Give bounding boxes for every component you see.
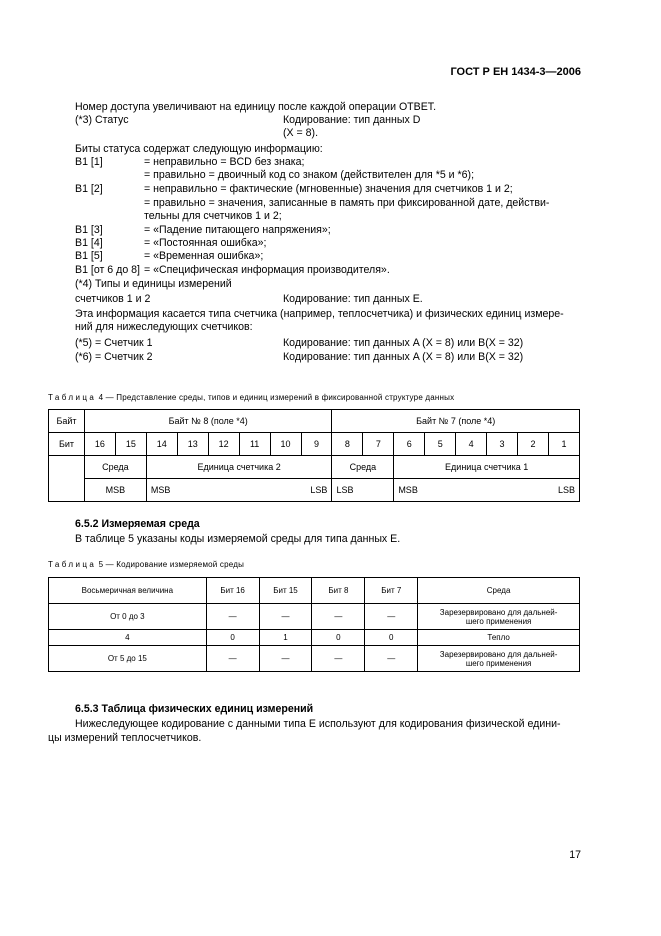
table-row — [49, 630, 580, 646]
media-value — [418, 604, 580, 630]
media-line-1: Зарезервировано для дальней- — [439, 607, 558, 617]
media-value: Тепло — [418, 630, 580, 646]
b1-1-b: = правильно = двоичный код со знаком (действителен для *5 и *6); — [144, 169, 475, 181]
media-value — [418, 646, 580, 672]
header-bit15: Бит 15 — [259, 578, 312, 604]
empty-cell — [49, 456, 85, 502]
b1-2-b: = правильно = значения, записанные в память при фиксированной дате, действи- — [144, 197, 550, 209]
header-bit16: Бит 16 — [206, 578, 259, 604]
b1-2-label: B1 [2] — [75, 183, 103, 195]
bit-cell: 7 — [363, 433, 394, 456]
bit-cell: 13 — [177, 433, 208, 456]
bit-cell: 6 — [394, 433, 425, 456]
bit7-value: — — [365, 604, 418, 630]
bit-cell: 11 — [239, 433, 270, 456]
header-octal: Восьмеричная величина — [49, 578, 207, 604]
bit-cell: 5 — [425, 433, 456, 456]
table4-bit-row — [49, 433, 580, 456]
byte8-header: Байт № 8 (поле *4) — [84, 410, 331, 433]
media-line-1: Зарезервировано для дальней- — [439, 649, 558, 659]
table4-msb-row — [49, 479, 580, 502]
b1-1-label: B1 [1] — [75, 156, 103, 168]
header-media: Среда — [418, 578, 580, 604]
table5-caption — [48, 560, 244, 569]
media-line-2: шего применения — [465, 616, 532, 626]
page-number: 17 — [569, 849, 581, 861]
table4 — [48, 409, 580, 502]
msb-unit1: MSB — [398, 485, 418, 495]
status-coding-x: (X = 8). — [283, 127, 319, 139]
byte-label: Байт — [49, 410, 85, 433]
msb-unit2: MSB — [150, 485, 171, 495]
lsb-unit1: LSB — [557, 485, 575, 495]
bit-cell: 14 — [146, 433, 177, 456]
bit15-value: — — [259, 604, 312, 630]
bit-cell: 4 — [456, 433, 487, 456]
bit8-value: — — [312, 604, 365, 630]
table4-caption-rest: 4 — Представление среды, типов и единиц измерений в фиксированной структуре данных — [96, 393, 455, 402]
bit16-value: 0 — [206, 630, 259, 646]
bit16-value: — — [206, 646, 259, 672]
info-line-a: Эта информация касается типа счетчика (например, теплосчетчика) и физических единиц измере- — [75, 308, 564, 320]
lsb-unit2: LSB — [310, 485, 328, 495]
lsb-media-7: LSB — [332, 479, 394, 502]
b1-6-8: = «Специфическая информация производителя». — [144, 264, 390, 276]
unit1-range — [394, 479, 580, 502]
b1-3-label: B1 [3] — [75, 224, 103, 236]
table5-header-row — [49, 578, 580, 604]
bit-cell: 9 — [301, 433, 332, 456]
access-number-line: Номер доступа увеличивают на единицу после каждой операции ОТВЕТ. — [75, 101, 437, 113]
types-coding: Кодирование: тип данных E. — [283, 293, 423, 305]
table-row — [49, 604, 580, 630]
table5-caption-rest: 5 — Кодирование измеряемой среды — [96, 560, 245, 569]
media-field-8: Среда — [84, 456, 146, 479]
media-field-7: Среда — [332, 456, 394, 479]
table-row — [49, 646, 580, 672]
bit-cell: 2 — [518, 433, 549, 456]
table5-caption-word: Таблица — [48, 560, 97, 569]
bit8-value: 0 — [312, 630, 365, 646]
bit7-value: — — [365, 646, 418, 672]
bit-cell: 8 — [332, 433, 363, 456]
status-coding: Кодирование: тип данных D — [283, 114, 421, 126]
section-653-title: 6.5.3 Таблица физических единиц измерений — [75, 703, 314, 715]
bit-label: Бит — [49, 433, 85, 456]
types-label: (*4) Типы и единицы измерений — [75, 278, 232, 290]
types-counters: счетчиков 1 и 2 — [75, 293, 151, 305]
bit8-value: — — [312, 646, 365, 672]
b1-2-a: = неправильно = фактические (мгновенные) значения для счетчиков 1 и 2; — [144, 183, 513, 195]
table4-field-row — [49, 456, 580, 479]
table4-byte-row — [49, 410, 580, 433]
bit15-value: — — [259, 646, 312, 672]
section-652-title: 6.5.2 Измеряемая среда — [75, 518, 200, 530]
header-bit8: Бит 8 — [312, 578, 365, 604]
info-line-b: ний для нижеследующих счетчиков: — [75, 321, 253, 333]
section-653-text-a: Нижеследующее кодирование с данными типа E используют для кодирования физической едини- — [75, 718, 561, 730]
bit-cell: 15 — [115, 433, 146, 456]
counter2-label: (*6) = Счетчик 2 — [75, 351, 153, 363]
byte7-header: Байт № 7 (поле *4) — [332, 410, 580, 433]
octal-value: 4 — [49, 630, 207, 646]
bits-intro: Биты статуса содержат следующую информацию: — [75, 143, 323, 155]
bit15-value: 1 — [259, 630, 312, 646]
table4-caption — [48, 393, 454, 402]
octal-value: От 0 до 3 — [49, 604, 207, 630]
unit2-range — [146, 479, 332, 502]
b1-4-label: B1 [4] — [75, 237, 103, 249]
bit-cell: 10 — [270, 433, 301, 456]
b1-6-8-label: B1 [от 6 до 8] — [75, 264, 140, 276]
b1-2-c: тельны для счетчиков 1 и 2; — [144, 210, 282, 222]
unit-counter1-field: Единица счетчика 1 — [394, 456, 580, 479]
counter2-coding: Кодирование: тип данных A (X = 8) или B(X = 32) — [283, 351, 524, 363]
bit16-value: — — [206, 604, 259, 630]
octal-value: От 5 до 15 — [49, 646, 207, 672]
b1-4: = «Постоянная ошибка»; — [144, 237, 267, 249]
counter1-coding: Кодирование: тип данных A (X = 8) или B(X = 32) — [283, 337, 524, 349]
table4-caption-word: Таблица — [48, 393, 97, 402]
b1-3: = «Падение питающего напряжения»; — [144, 224, 331, 236]
unit-counter2-field: Единица счетчика 2 — [146, 456, 332, 479]
b1-5-label: B1 [5] — [75, 250, 103, 262]
counter1-label: (*5) = Счетчик 1 — [75, 337, 153, 349]
bit-cell: 12 — [208, 433, 239, 456]
bit7-value: 0 — [365, 630, 418, 646]
bit-cell: 16 — [84, 433, 115, 456]
b1-5: = «Временная ошибка»; — [144, 250, 264, 262]
bit-cell: 3 — [487, 433, 518, 456]
msb-media-8: MSB — [84, 479, 146, 502]
media-line-2: шего применения — [465, 658, 532, 668]
bit-cell: 1 — [548, 433, 579, 456]
table5 — [48, 577, 580, 672]
status-label: (*3) Статус — [75, 114, 129, 126]
b1-1-a: = неправильно = BCD без знака; — [144, 156, 305, 168]
section-653-text-b: цы измерений теплосчетчиков. — [48, 732, 202, 744]
header-bit7: Бит 7 — [365, 578, 418, 604]
section-652-text: В таблице 5 указаны коды измеряемой среды для типа данных E. — [75, 533, 401, 545]
document-id: ГОСТ Р ЕН 1434-3—2006 — [450, 66, 581, 78]
